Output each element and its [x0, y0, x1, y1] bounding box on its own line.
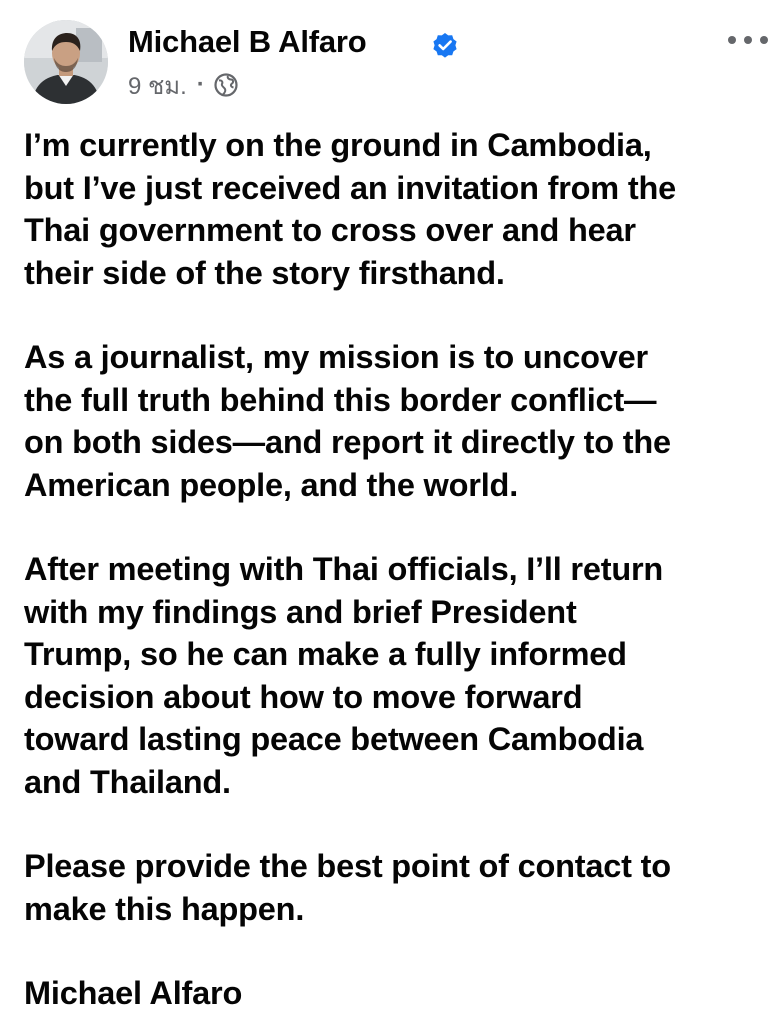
post-line: with my findings and brief President: [24, 593, 577, 630]
post-body: [24, 124, 774, 1015]
more-options-dot: [760, 36, 768, 44]
post-line: American people, and the world.: [24, 466, 519, 503]
more-options-icon[interactable]: [728, 26, 768, 54]
avatar-photo: [24, 20, 108, 104]
post-line: After meeting with Thai officials, I’ll return: [24, 551, 664, 587]
post-paragraph: [24, 548, 774, 803]
post-line: the full truth behind this border conflict—: [24, 381, 657, 418]
post-line: As a journalist, my mission is to uncover: [24, 339, 648, 375]
post-line: and Thailand.: [24, 763, 231, 800]
meta-separator: ·: [196, 71, 205, 98]
post-line: on both sides—and report it directly to the: [24, 424, 671, 460]
post-line: I’m currently on the ground in Cambodia,: [24, 127, 652, 163]
post-line: Please provide the best point of contact to: [24, 848, 671, 884]
post-paragraph: [24, 336, 774, 506]
more-options-dot: [744, 36, 752, 44]
post-line: Michael Alfaro: [24, 975, 243, 1011]
post-paragraph: [24, 845, 774, 930]
post-timestamp[interactable]: 9 ชม.: [128, 72, 187, 100]
post-signature: [24, 972, 774, 1015]
post-paragraph: [24, 124, 774, 294]
post-line: Trump, so he can make a fully informed: [24, 636, 627, 672]
post-line: Thai government to cross over and hear: [24, 212, 636, 248]
post-line: decision about how to move forward: [24, 678, 583, 715]
verified-badge-icon: [432, 32, 458, 58]
post-line: their side of the story firsthand.: [24, 254, 505, 291]
post-meta: [128, 68, 239, 102]
post-line: but I’ve just received an invitation from the: [24, 169, 676, 206]
post-header: [0, 0, 781, 112]
globe-icon[interactable]: [213, 72, 239, 98]
post-line: make this happen.: [24, 890, 305, 927]
author-avatar[interactable]: [24, 20, 108, 104]
author-name[interactable]: Michael B Alfaro: [128, 24, 367, 59]
post-line: toward lasting peace between Cambodia: [24, 721, 644, 757]
more-options-dot: [728, 36, 736, 44]
